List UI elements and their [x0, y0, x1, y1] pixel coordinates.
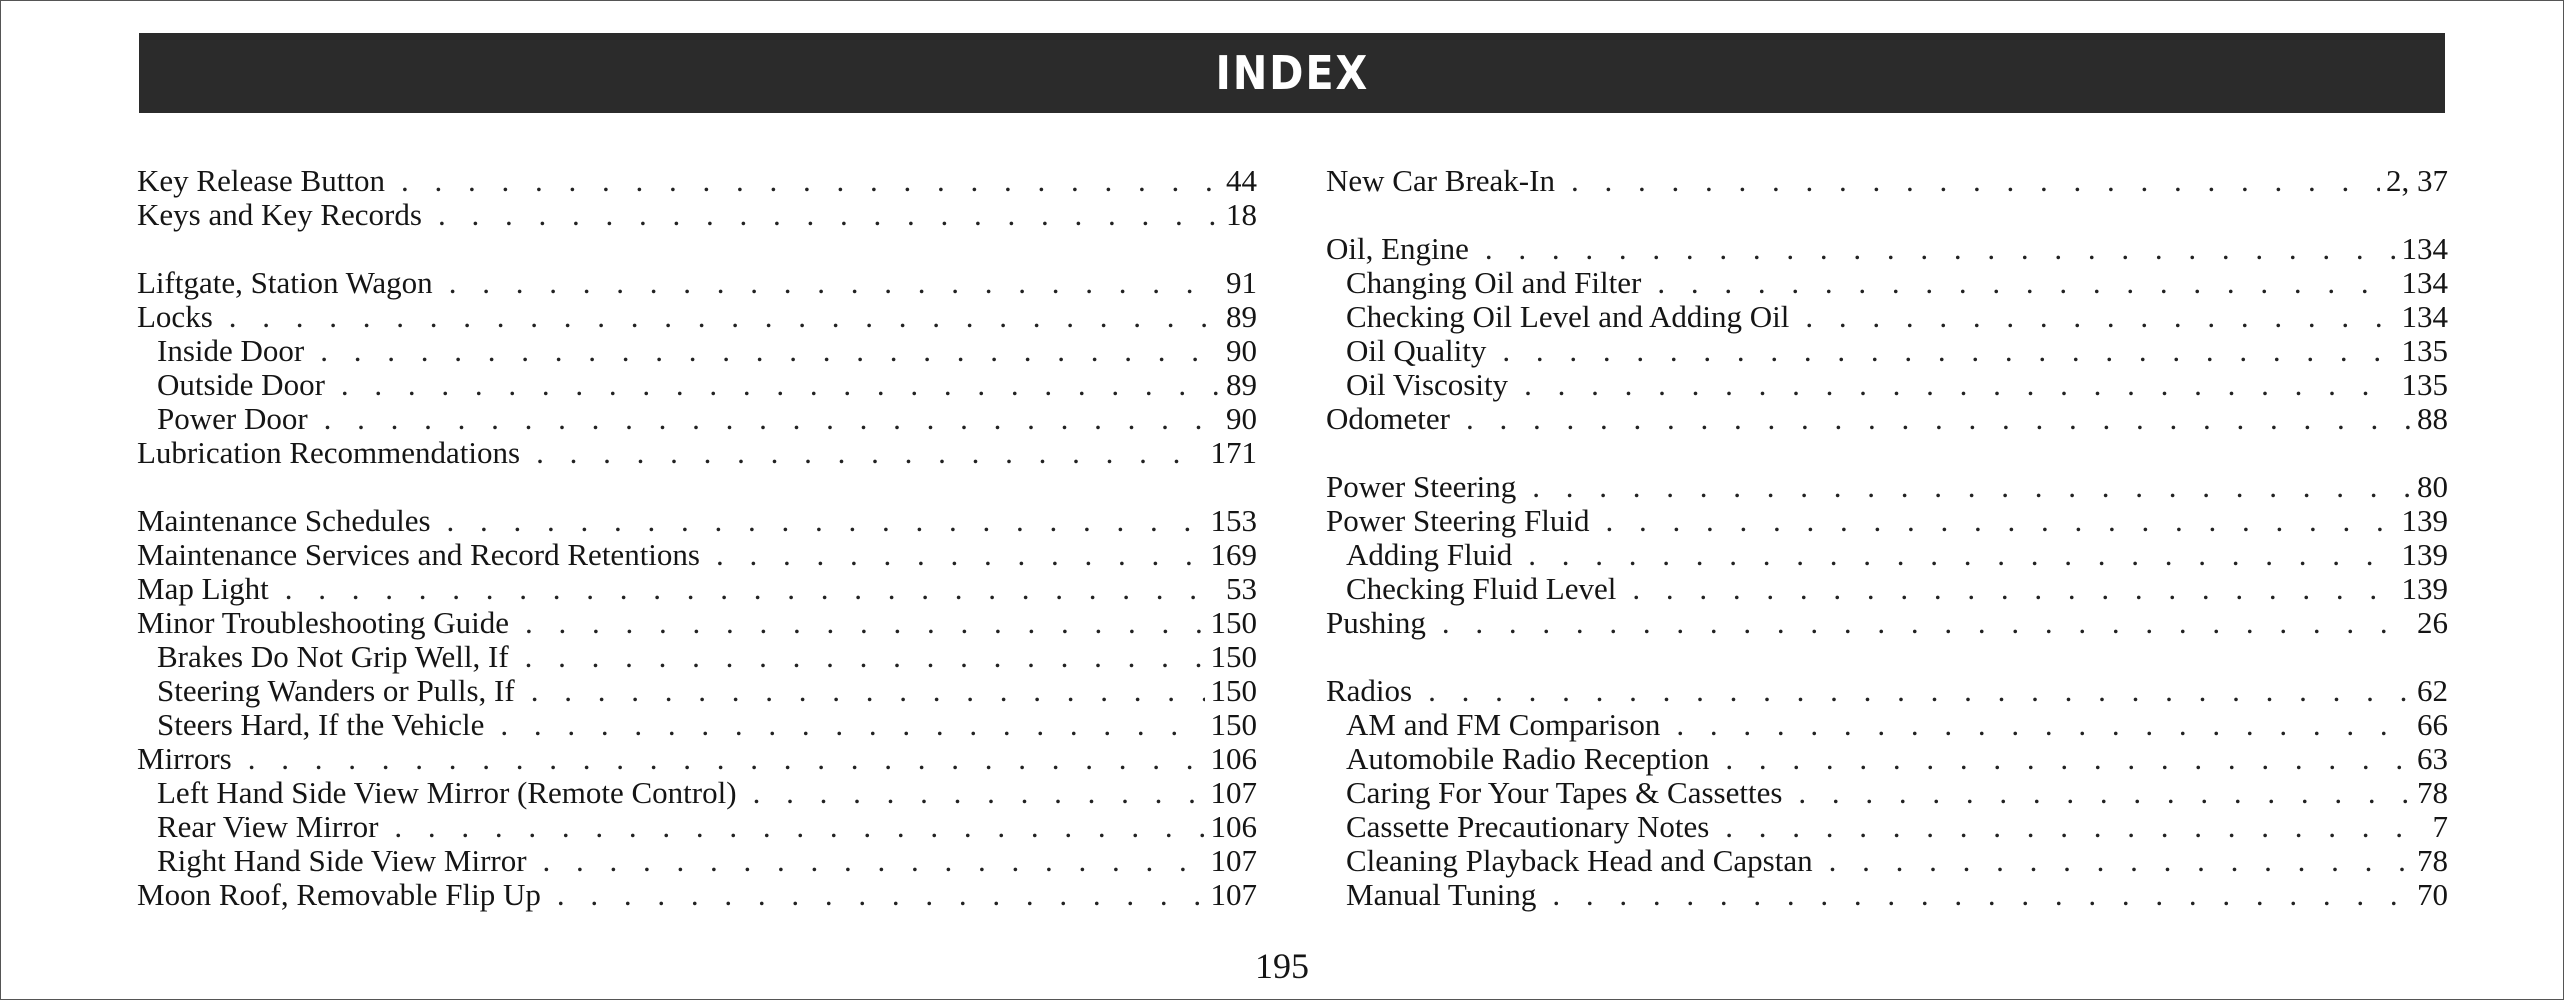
dot-leader: [1725, 810, 2426, 844]
entry-page-ref: 153: [1210, 503, 1257, 538]
index-column-right: [1326, 164, 2448, 912]
entry-term: Inside Door: [157, 333, 305, 368]
dot-leader: [1528, 538, 2395, 572]
dot-leader: [1805, 300, 2395, 334]
entry-term: Cassette Precautionary Notes: [1346, 809, 1710, 844]
dot-leader: [449, 266, 1220, 300]
entry-term: Manual Tuning: [1346, 877, 1537, 912]
entry-term: Checking Oil Level and Adding Oil: [1346, 299, 1790, 334]
index-entry: [1326, 402, 2448, 436]
index-subentry: [137, 640, 1257, 674]
entry-page-ref: 107: [1210, 775, 1257, 810]
dot-leader: [1632, 572, 2395, 606]
entry-term: Liftgate, Station Wagon: [137, 265, 433, 300]
dot-leader: [1524, 368, 2395, 402]
entry-page-ref: 106: [1210, 741, 1257, 776]
entry-term: AM and FM Comparison: [1346, 707, 1661, 742]
entry-page-ref: 89: [1226, 367, 1257, 402]
index-subentry: [1326, 572, 2448, 606]
entry-term: New Car Break-In: [1326, 163, 1555, 198]
entry-page-ref: 134: [2401, 231, 2448, 266]
entry-page-ref: 63: [2417, 741, 2448, 776]
index-list-left: [137, 164, 1257, 912]
entry-term: Cleaning Playback Head and Capstan: [1346, 843, 1813, 878]
dot-leader: [1657, 266, 2395, 300]
dot-leader: [1829, 844, 2411, 878]
entry-page-ref: 90: [1226, 401, 1257, 436]
index-subentry: [137, 708, 1257, 742]
dot-leader: [500, 708, 1204, 742]
entry-page-ref: 2, 37: [2386, 163, 2448, 198]
entry-term: Power Steering Fluid: [1326, 503, 1590, 538]
dot-leader: [394, 810, 1204, 844]
entry-term: Keys and Key Records: [137, 197, 422, 232]
dot-leader: [1676, 708, 2411, 742]
index-entry: [137, 606, 1257, 640]
dot-leader: [536, 436, 1204, 470]
entry-page-ref: 62: [2417, 673, 2448, 708]
dot-leader: [1428, 674, 2411, 708]
dot-leader: [341, 368, 1220, 402]
page-number: 195: [1255, 946, 1309, 986]
entry-page-ref: 66: [2417, 707, 2448, 742]
index-entry: [1326, 470, 2448, 504]
entry-term: Pushing: [1326, 605, 1426, 640]
dot-leader: [1485, 232, 2396, 266]
entry-term: Power Steering: [1326, 469, 1517, 504]
entry-page-ref: 150: [1210, 605, 1257, 640]
dot-leader: [229, 300, 1220, 334]
dot-leader: [1502, 334, 2395, 368]
entry-page-ref: 70: [2417, 877, 2448, 912]
dot-leader: [1571, 164, 2380, 198]
entry-page-ref: 171: [1210, 435, 1257, 470]
dot-leader: [1725, 742, 2411, 776]
entry-term: Changing Oil and Filter: [1346, 265, 1642, 300]
index-subentry: [1326, 368, 2448, 402]
index-subentry: [137, 334, 1257, 368]
entry-term: Lubrication Recommendations: [137, 435, 521, 470]
index-entry: [1326, 504, 2448, 538]
index-entry: [137, 504, 1257, 538]
entry-page-ref: 18: [1226, 197, 1257, 232]
dot-leader: [753, 776, 1205, 810]
dot-leader: [543, 844, 1205, 878]
index-subentry: [137, 368, 1257, 402]
index-subentry: [1326, 878, 2448, 912]
entry-page-ref: 134: [2401, 265, 2448, 300]
dot-leader: [320, 334, 1220, 368]
index-subentry: [1326, 844, 2448, 878]
entry-term: Map Light: [137, 571, 269, 606]
index-subentry: [1326, 334, 2448, 368]
entry-term: Adding Fluid: [1346, 537, 1513, 572]
entry-page-ref: 169: [1210, 537, 1257, 572]
index-entry: [137, 572, 1257, 606]
entry-page-ref: 139: [2401, 537, 2448, 572]
entry-term: Oil, Engine: [1326, 231, 1469, 266]
entry-term: Mirrors: [137, 741, 232, 776]
index-entry: [137, 436, 1257, 470]
index-subentry: [137, 810, 1257, 844]
index-subentry: [1326, 708, 2448, 742]
entry-term: Steering Wanders or Pulls, If: [157, 673, 515, 708]
entry-page-ref: 78: [2417, 775, 2448, 810]
index-entry: [1326, 164, 2448, 198]
index-entry: [137, 198, 1257, 232]
entry-term: Automobile Radio Reception: [1346, 741, 1710, 776]
dot-leader: [525, 606, 1204, 640]
entry-page-ref: 53: [1226, 571, 1257, 606]
entry-page-ref: 135: [2401, 367, 2448, 402]
index-subentry: [1326, 742, 2448, 776]
index-entry: [1326, 232, 2448, 266]
entry-page-ref: 106: [1210, 809, 1257, 844]
entry-term: Maintenance Services and Record Retentions: [137, 537, 700, 572]
entry-page-ref: 7: [2432, 809, 2448, 844]
entry-term: Radios: [1326, 673, 1413, 708]
entry-term: Outside Door: [157, 367, 325, 402]
dot-leader: [324, 402, 1220, 436]
entry-page-ref: 134: [2401, 299, 2448, 334]
dot-leader: [438, 198, 1220, 232]
index-entry: [137, 300, 1257, 334]
entry-page-ref: 139: [2401, 503, 2448, 538]
entry-page-ref: 150: [1210, 639, 1257, 674]
entry-page-ref: 90: [1226, 333, 1257, 368]
entry-term: Key Release Button: [137, 163, 385, 198]
entry-term: Steers Hard, If the Vehicle: [157, 707, 485, 742]
entry-term: Rear View Mirror: [157, 809, 379, 844]
dot-leader: [1442, 606, 2411, 640]
entry-page-ref: 88: [2417, 401, 2448, 436]
index-entry: [137, 164, 1257, 198]
dot-leader: [557, 878, 1205, 912]
entry-page-ref: 44: [1226, 163, 1257, 198]
dot-leader: [716, 538, 1205, 572]
index-entry: [137, 742, 1257, 776]
entry-page-ref: 107: [1210, 877, 1257, 912]
index-subentry: [137, 776, 1257, 810]
dot-leader: [1552, 878, 2411, 912]
entry-page-ref: 107: [1210, 843, 1257, 878]
page-title: INDEX: [1215, 46, 1369, 100]
index-list-right: [1326, 164, 2448, 912]
index-subentry: [137, 844, 1257, 878]
index-entry: [137, 538, 1257, 572]
entry-page-ref: 135: [2401, 333, 2448, 368]
index-subentry: [1326, 776, 2448, 810]
entry-term: Caring For Your Tapes & Cassettes: [1346, 775, 1783, 810]
entry-page-ref: 150: [1210, 707, 1257, 742]
dot-leader: [531, 674, 1205, 708]
dot-leader: [285, 572, 1220, 606]
dot-leader: [1466, 402, 2411, 436]
index-subentry: [1326, 300, 2448, 334]
index-subentry: [1326, 266, 2448, 300]
entry-page-ref: 80: [2417, 469, 2448, 504]
dot-leader: [1798, 776, 2411, 810]
entry-term: Odometer: [1326, 401, 1450, 436]
entry-term: Power Door: [157, 401, 308, 436]
dot-leader: [525, 640, 1205, 674]
index-title-bar: [139, 33, 2445, 113]
entry-page-ref: 139: [2401, 571, 2448, 606]
entry-page-ref: 78: [2417, 843, 2448, 878]
index-entry: [1326, 674, 2448, 708]
index-column-left: [137, 164, 1257, 912]
entry-term: Checking Fluid Level: [1346, 571, 1617, 606]
entry-page-ref: 89: [1226, 299, 1257, 334]
entry-page-ref: 150: [1210, 673, 1257, 708]
dot-leader: [1606, 504, 2396, 538]
dot-leader: [447, 504, 1205, 538]
dot-leader: [248, 742, 1205, 776]
index-entry: [1326, 606, 2448, 640]
index-subentry: [137, 674, 1257, 708]
entry-term: Oil Viscosity: [1346, 367, 1509, 402]
index-subentry: [1326, 810, 2448, 844]
entry-term: Brakes Do Not Grip Well, If: [157, 639, 509, 674]
entry-term: Moon Roof, Removable Flip Up: [137, 877, 541, 912]
index-subentry: [137, 402, 1257, 436]
entry-term: Right Hand Side View Mirror: [157, 843, 527, 878]
entry-term: Oil Quality: [1346, 333, 1487, 368]
entry-page-ref: 91: [1226, 265, 1257, 300]
entry-term: Minor Troubleshooting Guide: [137, 605, 510, 640]
entry-term: Locks: [137, 299, 213, 334]
entry-page-ref: 26: [2417, 605, 2448, 640]
index-entry: [137, 266, 1257, 300]
index-subentry: [1326, 538, 2448, 572]
dot-leader: [401, 164, 1220, 198]
index-entry: [137, 878, 1257, 912]
dot-leader: [1532, 470, 2411, 504]
entry-term: Left Hand Side View Mirror (Remote Control): [157, 775, 737, 810]
entry-term: Maintenance Schedules: [137, 503, 431, 538]
